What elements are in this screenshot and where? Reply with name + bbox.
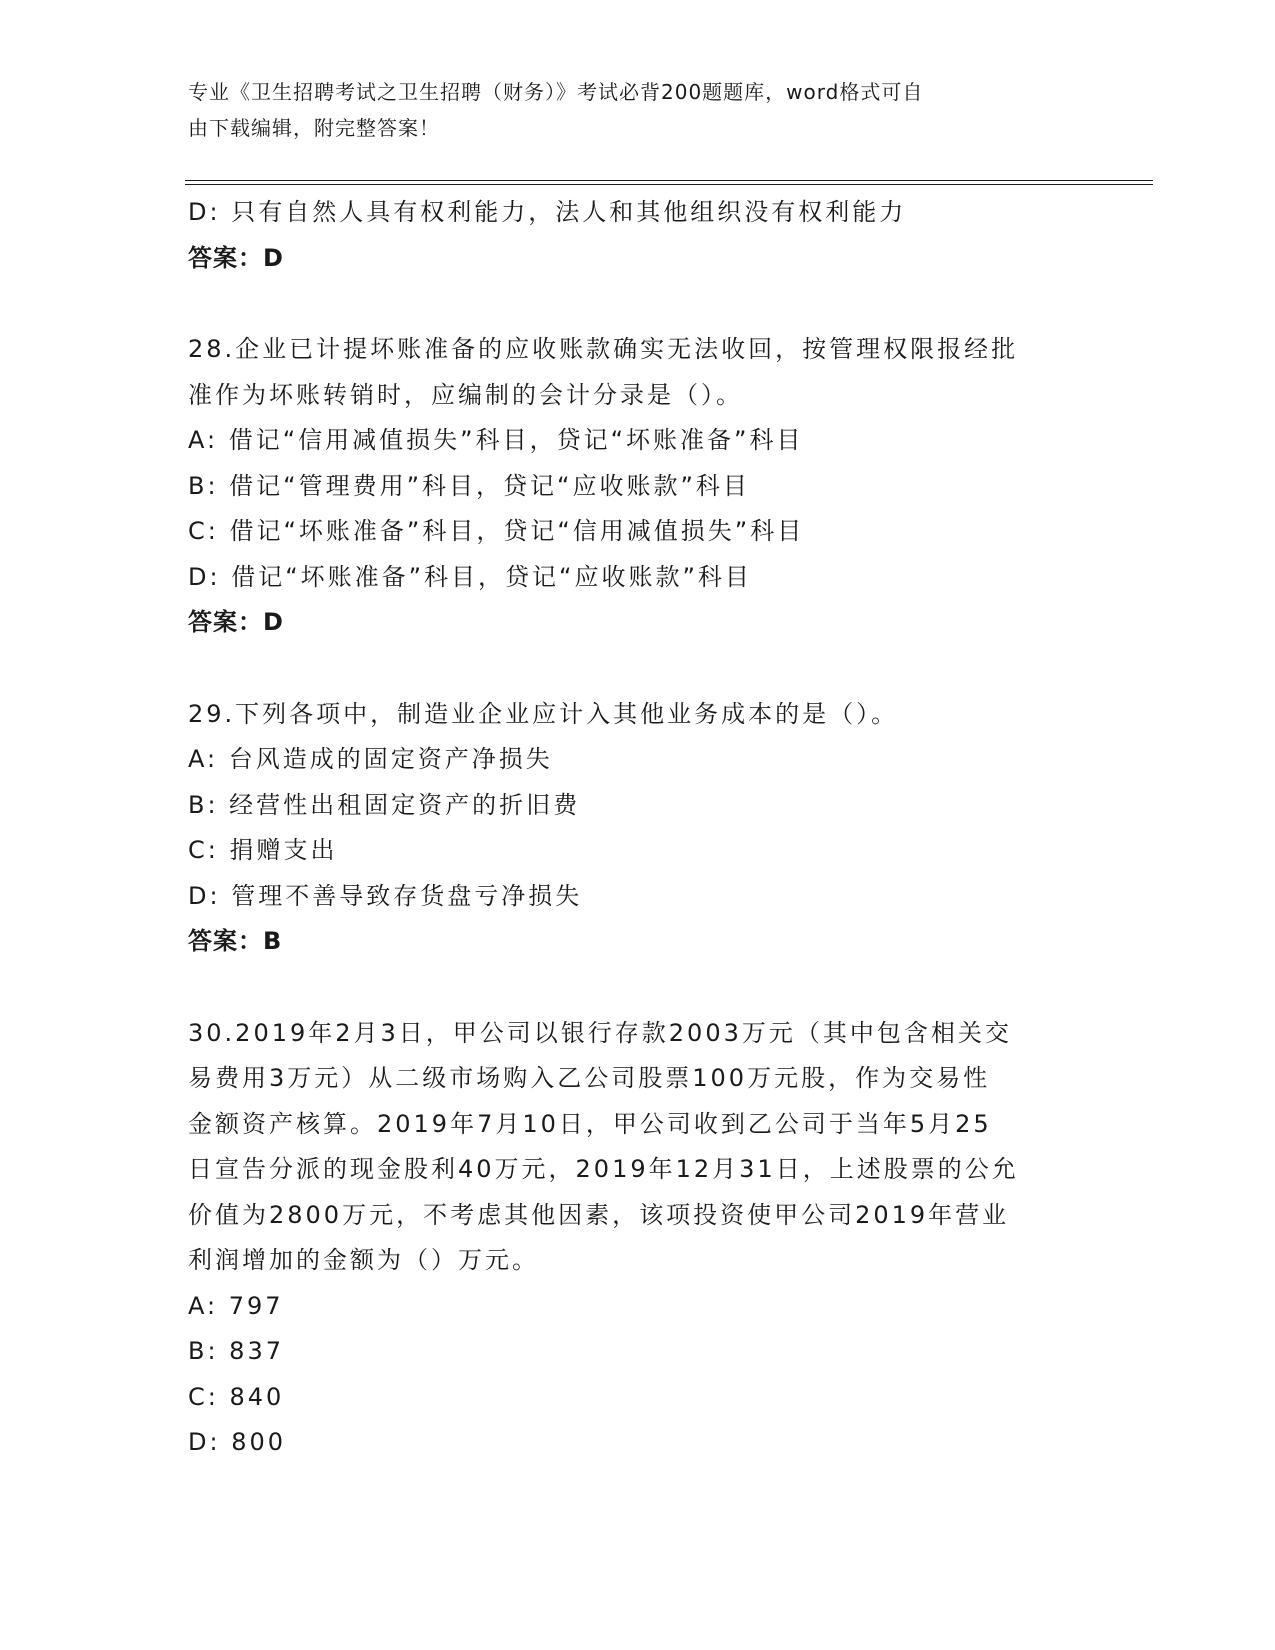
- document-header: [188, 74, 1088, 146]
- question-28: [188, 327, 1088, 646]
- document-body: [188, 190, 1088, 1466]
- q30-stem-line-3: 金额资产核算。2019年7月10日，甲公司收到乙公司于当年5月25: [188, 1109, 992, 1138]
- question-spacer: [188, 646, 1088, 692]
- q29-answer: 答案：B: [188, 927, 283, 955]
- q28-stem-line-1: 28.企业已计提坏账准备的应收账款确实无法收回，按管理权限报经批: [188, 335, 1019, 363]
- q30-option-d: D: 800: [188, 1428, 287, 1456]
- q30-stem-line-2: 易费用3万元）从二级市场购入乙公司股票100万元股，作为交易性: [188, 1064, 991, 1092]
- q28-option-b: B: 借记“管理费用”科目，贷记“应收账款”科目: [188, 471, 750, 500]
- question-30: [188, 1011, 1088, 1466]
- q28-option-a: A: 借记“信用减值损失”科目，贷记“坏账准备”科目: [188, 426, 804, 454]
- q30-option-a: A: 797: [188, 1291, 284, 1320]
- q30-option-c: C: 840: [188, 1382, 285, 1411]
- q29-option-d: D: 管理不善导致存货盘亏净损失: [188, 881, 583, 910]
- q27-option-d: D: 只有自然人具有权利能力，法人和其他组织没有权利能力: [188, 198, 907, 226]
- header-divider-bottom: [185, 184, 1153, 185]
- q30-option-b: B: 837: [188, 1337, 284, 1365]
- q30-stem-line-5: 价值为2800万元，不考虑其他因素，该项投资使甲公司2019年营业: [188, 1200, 1010, 1229]
- q29-option-c: C: 捐赠支出: [188, 836, 338, 864]
- header-title-line-1: 专业《卫生招聘考试之卫生招聘（财务）》考试必背200题题库，word格式可自: [188, 80, 924, 104]
- q28-option-d: D: 借记“坏账准备”科目，贷记“应收账款”科目: [188, 562, 752, 591]
- q30-stem-line-1: 30.2019年2月3日，甲公司以银行存款2003万元（其中包含相关交: [188, 1018, 1012, 1047]
- question-spacer: [188, 965, 1088, 1011]
- q27-answer: 答案：D: [188, 243, 284, 272]
- question-29: [188, 692, 1088, 965]
- q30-stem-line-6: 利润增加的金额为（）万元。: [188, 1246, 539, 1274]
- header-divider-top: [185, 180, 1153, 181]
- q28-option-c: C: 借记“坏账准备”科目，贷记“信用减值损失”科目: [188, 517, 805, 545]
- q30-stem-line-4: 日宣告分派的现金股利40万元，2019年12月31日，上述股票的公允: [188, 1155, 1019, 1183]
- q29-stem-line-1: 29.下列各项中，制造业企业应计入其他业务成本的是（）。: [188, 699, 899, 728]
- question-spacer: [188, 281, 1088, 327]
- q29-option-b: B: 经营性出租固定资产的折旧费: [188, 790, 581, 819]
- q29-option-a: A: 台风造成的固定资产净损失: [188, 745, 553, 773]
- q28-answer: 答案：D: [188, 608, 284, 636]
- header-title-line-2: 由下载编辑，附完整答案！: [188, 116, 440, 140]
- q28-stem-line-2: 准作为坏账转销时，应编制的会计分录是（）。: [188, 380, 743, 409]
